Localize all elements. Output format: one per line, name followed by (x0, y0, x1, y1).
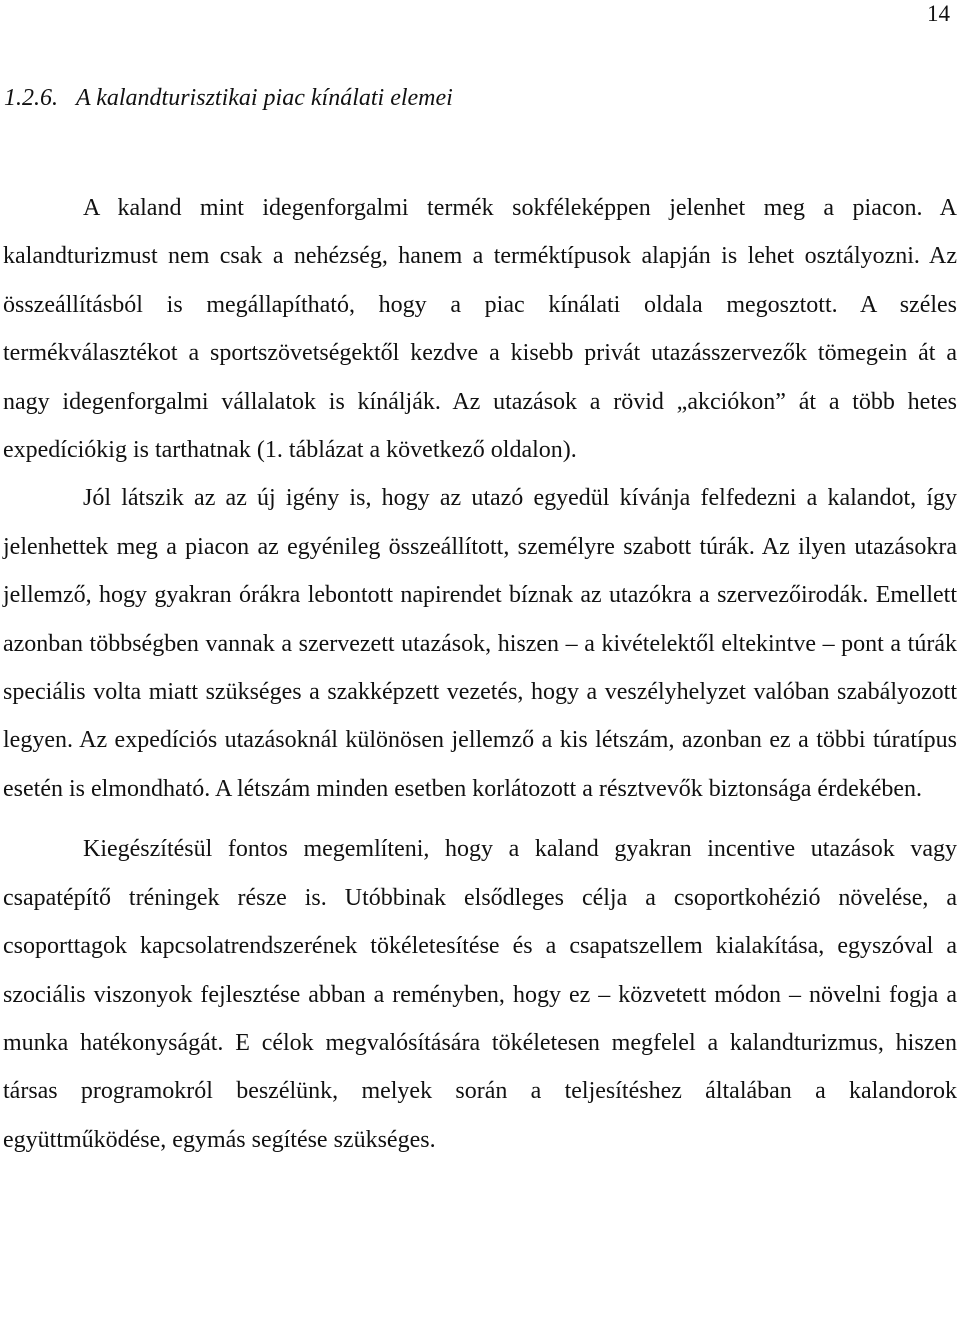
section-heading (4, 84, 453, 112)
body-text (3, 184, 957, 1164)
page-number: 14 (927, 1, 950, 26)
paragraph-individual-tours: Jól látszik az az új igény is, hogy az utazó egyedül kívánja felfedezni a kalandot, így jelenhettek meg a piacon az egyénileg összeállított, személyre szabott túrák. Az ilyen utazásokra jellemző, hogy gyakran órákra lebontott napirendet bíznak az utazókra a szervezőirodák. Emellett azonban többségben vannak a szervezett utazások, hiszen – a kivételektől eltekintve – pont a túrák speciális volta miatt szükséges a szakképzett vezetés, hogy a veszélyhelyzet valóban szabályozott legyen. Az expedíciós utazásoknál különösen jellemző a kis létszám, azonban ez a többi túratípus esetén is elmondható. A létszám minden esetben korlátozott a résztvevők biztonsága érdekében. (3, 485, 957, 802)
paragraph-incentive: Kiegészítésül fontos megemlíteni, hogy a kaland gyakran incentive utazások vagy csapatépítő tréningek része is. Utóbbinak elsődleges célja a csoportkohézió növelése, a csoporttagok kapcsolatrendszerének tökéletesítése és a csapatszellem kialakítása, egyszóval a szociális viszonyok fejlesztése abban a reményben, hogy ez – közvetett módon – növelni fogja a munka hatékonyságát. E célok megvalósítására tökéletesen megfelel a kalandturizmus, hiszen társas programokról beszélünk, melyek során a teljesítéshez általában a kalandorok együttműködése, egymás segítése szükséges. (3, 836, 957, 1153)
section-number: 1.2.6. (4, 85, 58, 111)
section-title: A kalandturisztikai piac kínálati elemei (76, 85, 453, 111)
paragraph-intro: A kaland mint idegenforgalmi termék sokféleképpen jelenhet meg a piacon. A kalandturizmust nem csak a nehézség, hanem a terméktípusok alapján is lehet osztályozni. Az összeállításból is megállapítható, hogy a piac kínálati oldala megosztott. A széles termékválasztékot a sportszövetségektől kezdve a kisebb privát utazásszervezők tömegein át a nagy idegenforgalmi vállalatok is kínálják. Az utazások a rövid „akciókon” át a több hetes expedíciókig is tarthatnak (1. táblázat a következő oldalon). (3, 195, 957, 464)
